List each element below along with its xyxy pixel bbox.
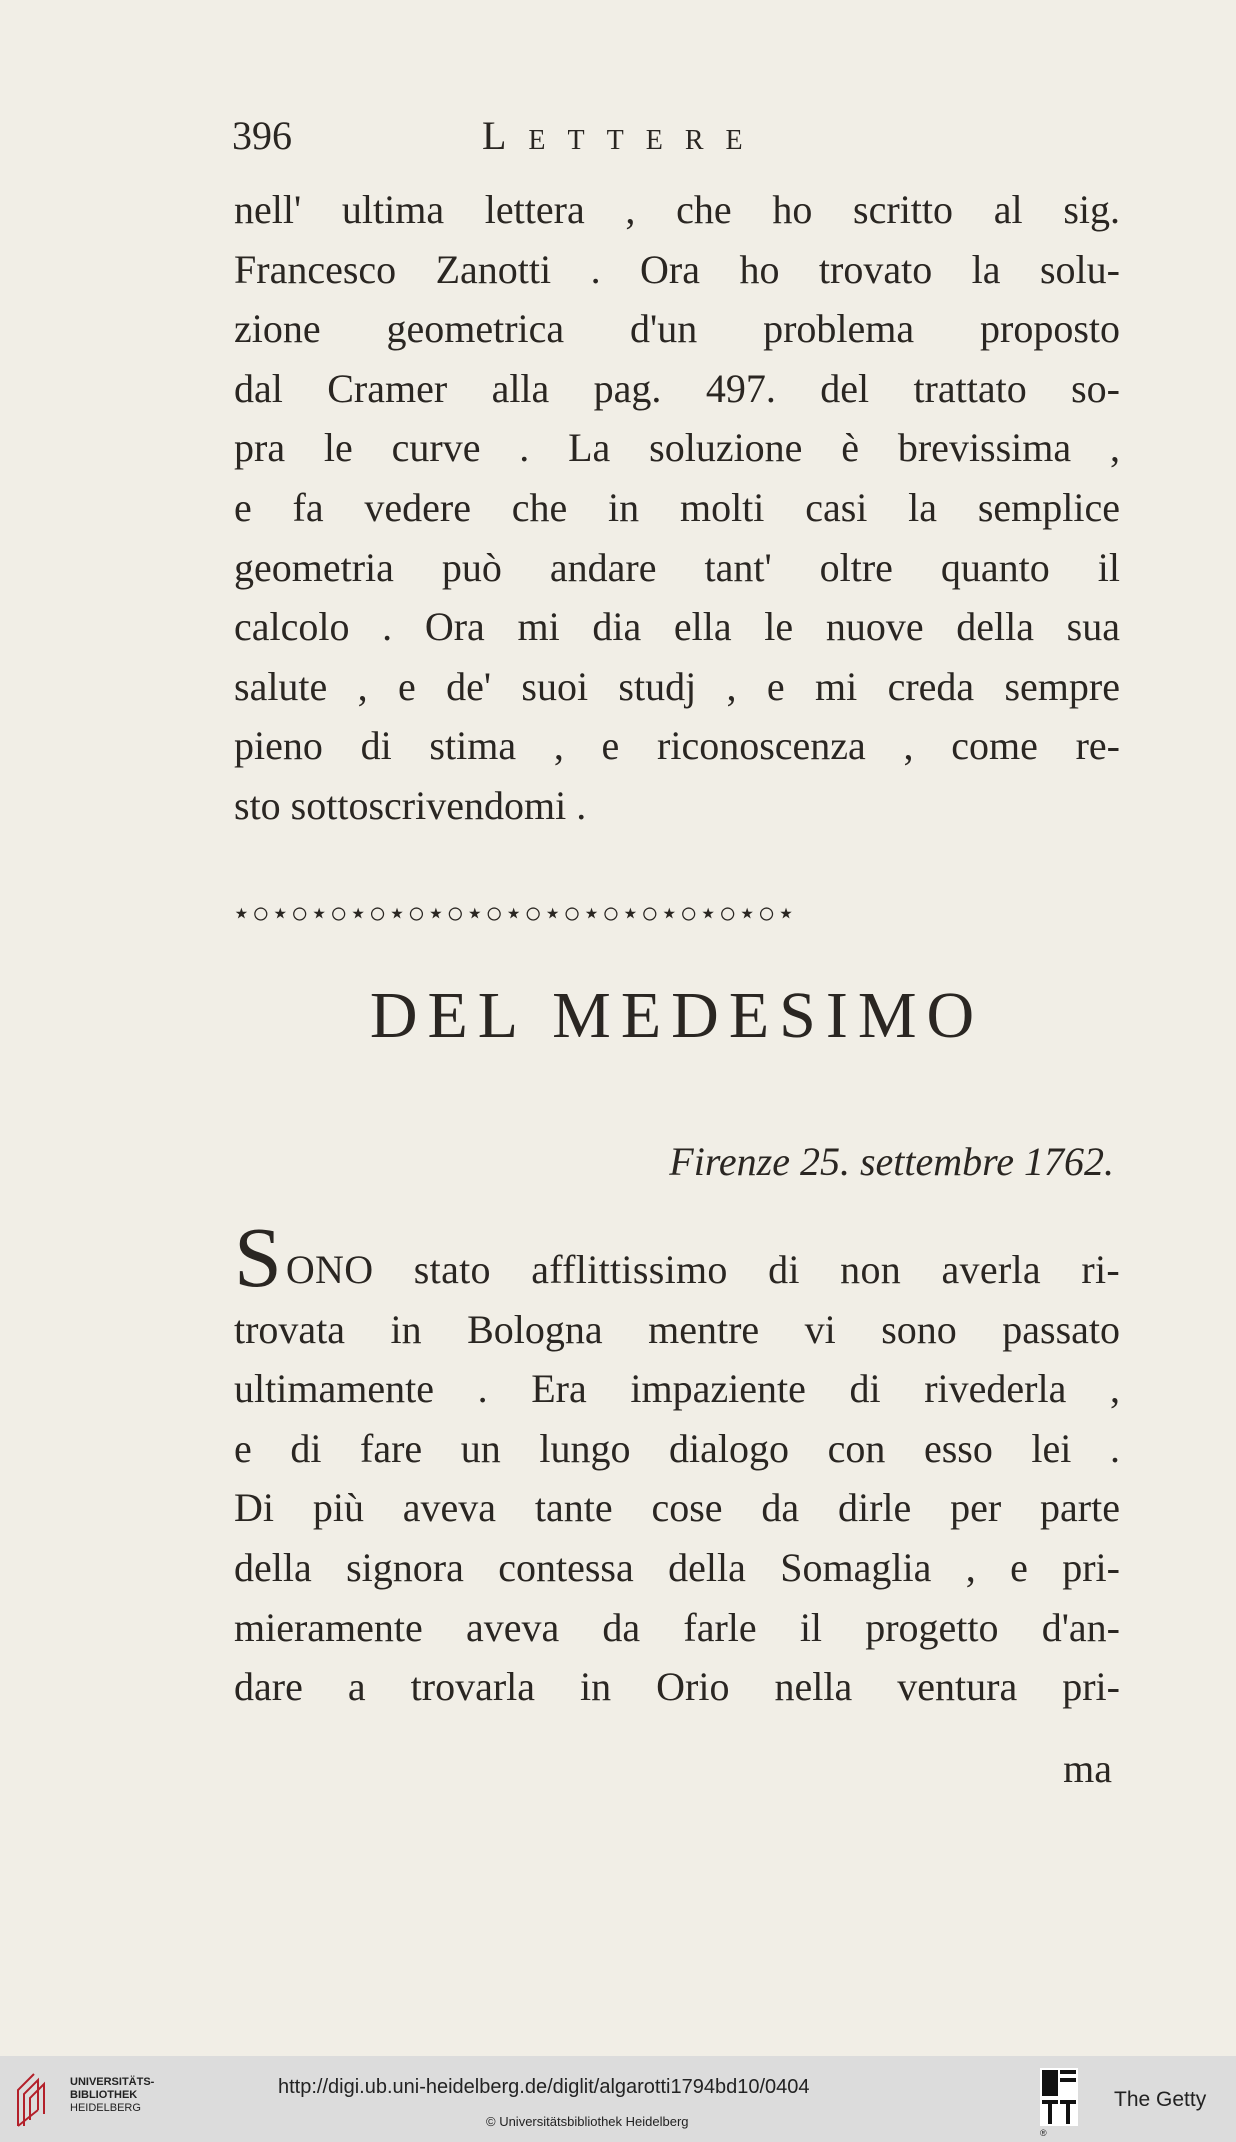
text-line-content: pra le curve . La soluzione è brevissima ,: [234, 425, 1120, 471]
footer-bar: [0, 2056, 1236, 2142]
permalink-url[interactable]: http://digi.ub.uni-heidelberg.de/diglit/algarotti1794bd10/0404: [278, 2076, 810, 2098]
registered-mark: ®: [1040, 2128, 1047, 2138]
library-name-line: BIBLIOTHEK: [70, 2089, 138, 2101]
text-line: [234, 418, 1120, 478]
university-library-logo: [12, 2070, 72, 2130]
text-line-content: dal Cramer alla pag. 497. del trattato so-: [234, 365, 1120, 411]
text-line-content: della signora contessa della Somaglia , e pri-: [234, 1544, 1120, 1590]
text-line: [234, 1419, 1120, 1479]
text-line: [234, 180, 1120, 240]
drop-cap: S: [234, 1209, 282, 1305]
text-line: [234, 776, 1120, 836]
text-line-content: nell' ultima lettera , che ho scritto al sig.: [234, 187, 1120, 232]
text-line: [234, 538, 1120, 598]
library-name-line: UNIVERSITÄTS-: [70, 2076, 155, 2088]
text-line-content: mieramente aveva da farle il progetto d'an-: [234, 1604, 1120, 1650]
text-line-content: geometria può andare tant' oltre quanto il: [234, 544, 1120, 590]
page-number: 396: [232, 113, 292, 158]
text-line-content: sto sottoscrivendomi .: [234, 782, 587, 828]
first-line-text: ONO stato afflittissimo di non averla ri-: [285, 1247, 1120, 1292]
library-name-line: HEIDELBERG: [70, 2102, 141, 2114]
text-line-content: zione geometrica d'un problema proposto: [234, 306, 1120, 352]
text-line: [234, 1300, 1120, 1360]
text-line-content: Di più aveva tante cose da dirle per parte: [234, 1485, 1120, 1531]
text-line: [234, 1359, 1120, 1419]
copyright-notice: © Universitätsbibliothek Heidelberg: [486, 2114, 689, 2129]
text-line: [234, 597, 1120, 657]
running-header: [232, 112, 1112, 162]
dateline: Firenze 25. settembre 1762.: [669, 1139, 1114, 1184]
getty-name: The Getty: [1114, 2088, 1207, 2111]
text-line-content: trovata in Bologna mentre vi sono passato: [234, 1306, 1120, 1352]
ornament-divider: ⋆○⋆○⋆○⋆○⋆○⋆○⋆○⋆○⋆○⋆○⋆○⋆○⋆○⋆○⋆: [232, 897, 797, 930]
text-line: [234, 1657, 1120, 1717]
text-line: [234, 1478, 1120, 1538]
text-line-content: salute , e de' suoi studj , e mi creda sempre: [234, 663, 1120, 709]
paragraph-2: [234, 1209, 1120, 1717]
text-line-content: dare a trovarla in Orio nella ventura pri-: [234, 1664, 1120, 1710]
text-line-content: ultimamente . Era impaziente di rivederla ,: [234, 1366, 1120, 1412]
text-line-content: Francesco Zanotti . Ora ho trovato la solu-: [234, 246, 1120, 292]
text-line-content: e fa vedere che in molti casi la semplice: [234, 484, 1120, 530]
text-line: [234, 1538, 1120, 1598]
catchword: ma: [1063, 1746, 1112, 1791]
text-line: [234, 240, 1120, 300]
text-line-content: e di fare un lungo dialogo con esso lei .: [234, 1425, 1120, 1471]
text-line: [234, 716, 1120, 776]
text-line-content: calcolo . Ora mi dia ella le nuove della sua: [234, 604, 1120, 650]
text-line: [234, 657, 1120, 717]
text-line: [234, 1598, 1120, 1658]
text-line-content: pieno di stima , e riconoscenza , come re-: [234, 723, 1120, 769]
text-line: [234, 478, 1120, 538]
getty-logo: [1040, 2068, 1078, 2126]
letter-title: DEL MEDESIMO: [369, 979, 985, 1052]
running-title: Lettere: [482, 113, 765, 158]
text-line: [234, 299, 1120, 359]
text-line: [234, 359, 1120, 419]
text-line: [234, 1209, 1120, 1305]
paragraph-1: [234, 180, 1120, 836]
library-name: [70, 2076, 154, 2115]
